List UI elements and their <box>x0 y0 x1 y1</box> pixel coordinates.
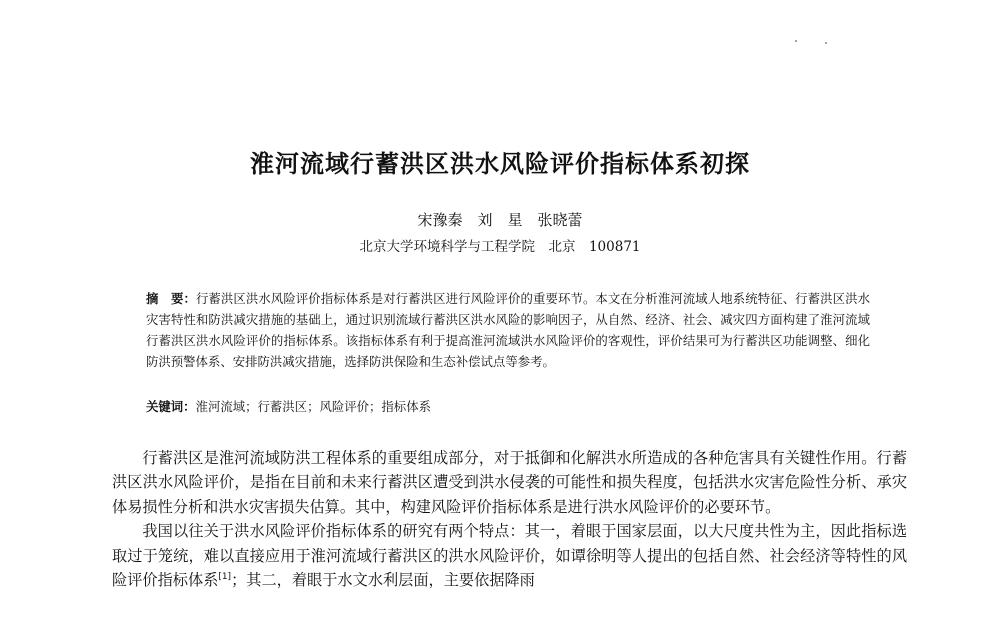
paper-authors: 宋豫秦 刘 星 张晓蕾 <box>417 211 583 229</box>
keywords-text: 淮河流域；行蓄洪区；风险评价；指标体系 <box>195 399 431 414</box>
body-text <box>112 446 907 592</box>
keywords <box>146 396 870 417</box>
paragraph-2-text: 我国以往关于洪水风险评价指标体系的研究有两个特点：其一，着眼于国家层面，以大尺度共性为主，因此指标选取过于笼统，难以直接应用于淮河流域行蓄洪区的洪水风险评价，如谭徐明等人提出的包括自然、社会经济等特性的风险评价指标体系 <box>112 522 907 590</box>
paragraph-2 <box>112 519 907 592</box>
keywords-label: 关键词： <box>146 399 196 414</box>
abstract-text: 行蓄洪区洪水风险评价指标体系是对行蓄洪区进行风险评价的重要环节。本文在分析淮河流域人地系统特征、行蓄洪区洪水灾害特性和防洪减灾措施的基础上，通过识别流域行蓄洪区洪水风险的影响因子，从自然、经济、社会、减灾四方面构建了淮河流域行蓄洪区洪水风险评价的指标体系。该指标体系有利于提高淮河流域洪水风险评价的客观性，评价结果可为行蓄洪区功能调整、细化防洪预警体系、安排防洪减灾措施，选择防洪保险和生态补偿试点等参考。 <box>146 291 870 369</box>
paragraph-1: 行蓄洪区是淮河流域防洪工程体系的重要组成部分，对于抵御和化解洪水所造成的各种危害具有关键性作用。行蓄洪区洪水风险评价，是指在目前和未来行蓄洪区遭受到洪水侵袭的可能性和损失程度，包括洪水灾害危险性分析、承灾体易损性分析和洪水灾害损失估算。其中，构建风险评价指标体系是进行洪水风险评价的必要环节。 <box>112 449 907 516</box>
citation-ref: [1] <box>218 571 232 582</box>
scan-speck <box>825 42 827 44</box>
paper-title: 淮河流域行蓄洪区洪水风险评价指标体系初探 <box>250 150 750 178</box>
paragraph-2-continued: ；其二，着眼于水文水利层面，主要依据降雨 <box>231 571 535 590</box>
abstract-label: 摘 要： <box>146 291 196 306</box>
abstract <box>146 288 870 372</box>
scan-speck <box>795 40 797 42</box>
paper-affiliation: 北京大学环境科学与工程学院 北京 100871 <box>359 239 641 255</box>
